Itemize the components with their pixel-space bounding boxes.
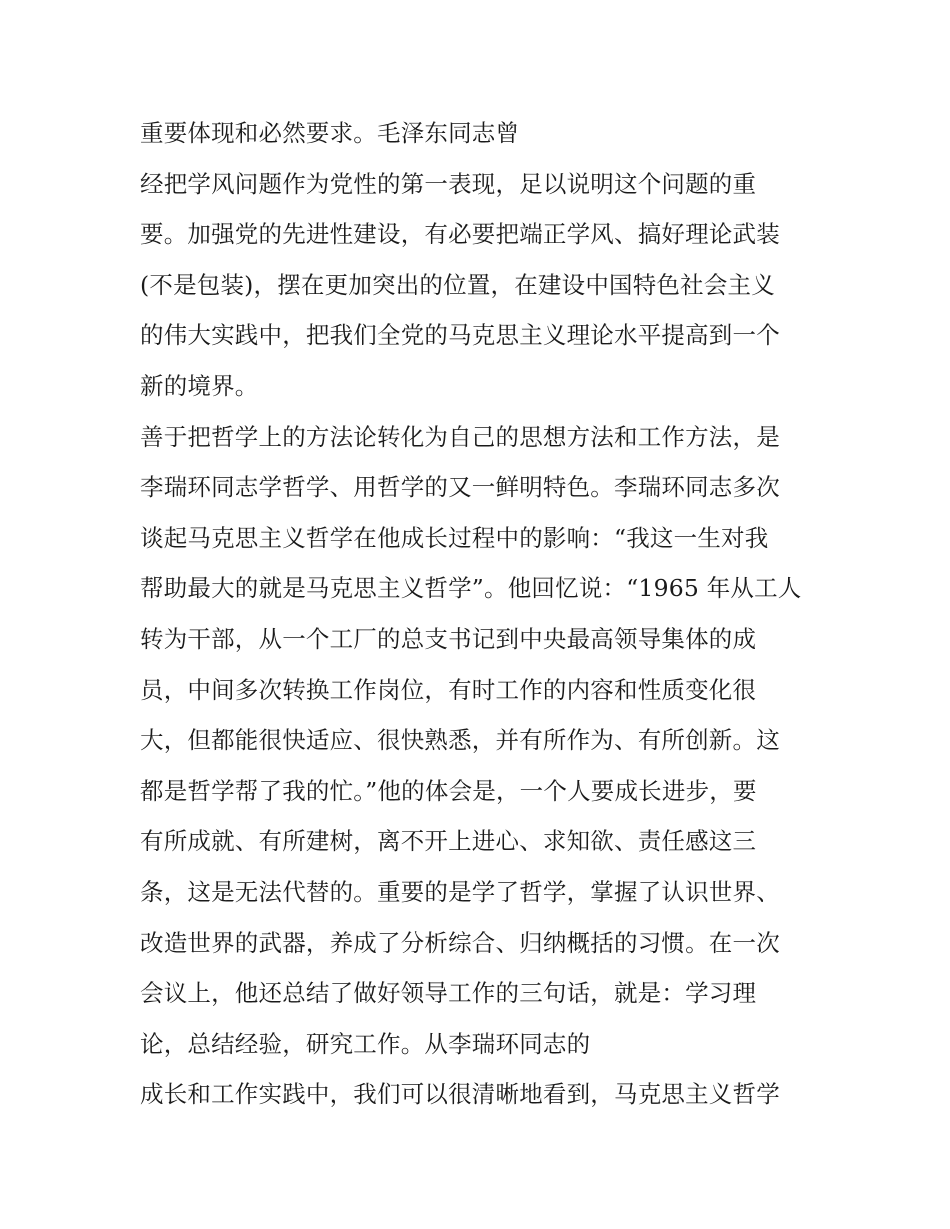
text-line: 善于把哲学上的方法论转化为自己的思想方法和工作方法，是 <box>140 422 780 451</box>
text-line: 大，但都能很快适应、很快熟悉，并有所作为、有所创新。这 <box>140 726 780 755</box>
text-line: 成长和工作实践中，我们可以很清晰地看到，马克思主义哲学 <box>140 1080 780 1109</box>
text-line: 谈起马克思主义哲学在他成长过程中的影响：“我这一生对我 <box>140 523 769 552</box>
text-line: 帮助最大的就是马克思主义哲学”。他回忆说：“1965 年从工人 <box>140 574 802 603</box>
text-line: (不是包装)，摆在更加突出的位置，在建设中国特色社会主义 <box>140 270 775 299</box>
text-line: 都是哲学帮了我的忙。”他的体会是，一个人要成长进步，要 <box>140 776 757 805</box>
text-line: 员，中间多次转换工作岗位，有时工作的内容和性质变化很 <box>140 675 757 704</box>
text-line: 会议上，他还总结了做好领导工作的三句话，就是：学习理 <box>140 979 757 1008</box>
text-line: 有所成就、有所建树，离不开上进心、求知欲、责任感这三 <box>140 827 757 856</box>
text-line: 的伟大实践中，把我们全党的马克思主义理论水平提高到一个 <box>140 321 780 350</box>
text-line: 重要体现和必然要求。毛泽东同志曾 <box>140 119 520 147</box>
text-line: 改造世界的武器，养成了分析综合、归纳概括的习惯。在一次 <box>140 928 780 957</box>
text-line: 李瑞环同志学哲学、用哲学的又一鲜明特色。李瑞环同志多次 <box>140 473 780 502</box>
text-line: 新的境界。 <box>140 371 259 400</box>
body-text <box>140 108 820 1120</box>
text-line: 条，这是无法代替的。重要的是学了哲学，掌握了认识世界、 <box>140 877 780 906</box>
text-line: 经把学风问题作为党性的第一表现，足以说明这个问题的重 <box>140 169 757 198</box>
text-line: 论，总结经验，研究工作。从李瑞环同志的 <box>140 1029 591 1058</box>
text-line: 转为干部，从一个工厂的总支书记到中央最高领导集体的成 <box>140 624 757 653</box>
text-line: 要。加强党的先进性建设，有必要把端正学风、搞好理论武装 <box>140 220 780 249</box>
